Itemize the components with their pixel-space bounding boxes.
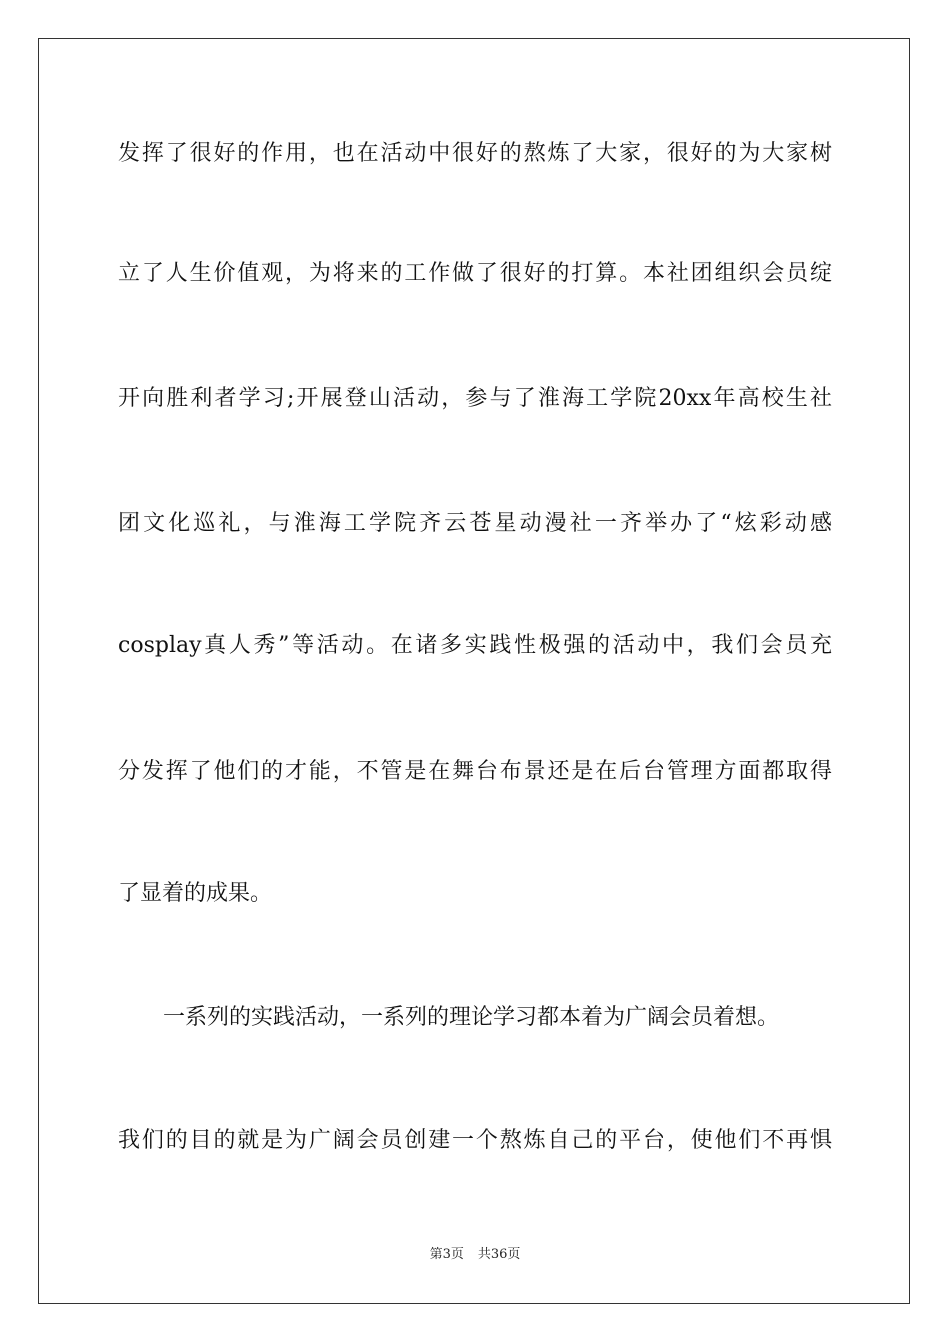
page-number: 第3页 — [429, 1247, 464, 1262]
paragraph-line-8: 一系列的实践活动，一系列的理论学习都本着为广阔会员着想。 — [163, 1005, 780, 1030]
page-border — [38, 38, 910, 1304]
paragraph-line-7: 了显着的成果。 — [118, 881, 273, 906]
paragraph-line-2: 立了人生价值观，为将来的工作做了很好的打算。本社团组织会员绽 — [118, 261, 832, 286]
paragraph-line-6: 分发挥了他们的才能，不管是在舞台布景还是在后台管理方面都取得 — [118, 759, 832, 784]
paragraph-line-5: cosplay真人秀”等活动。在诸多实践性极强的活动中，我们会员充 — [118, 633, 832, 658]
page-footer — [0, 1246, 950, 1264]
paragraph-line-9: 我们的目的就是为广阔会员创建一个熬炼自己的平台，使他们不再惧 — [118, 1128, 832, 1153]
paragraph-line-3: 开向胜利者学习;开展登山活动，参与了淮海工学院20xx年高校生社 — [118, 386, 832, 411]
page-total: 共36页 — [477, 1247, 521, 1262]
paragraph-line-4: 团文化巡礼，与淮海工学院齐云苍星动漫社一齐举办了“炫彩动感 — [118, 511, 832, 536]
paragraph-line-1: 发挥了很好的作用，也在活动中很好的熬炼了大家，很好的为大家树 — [118, 141, 832, 166]
